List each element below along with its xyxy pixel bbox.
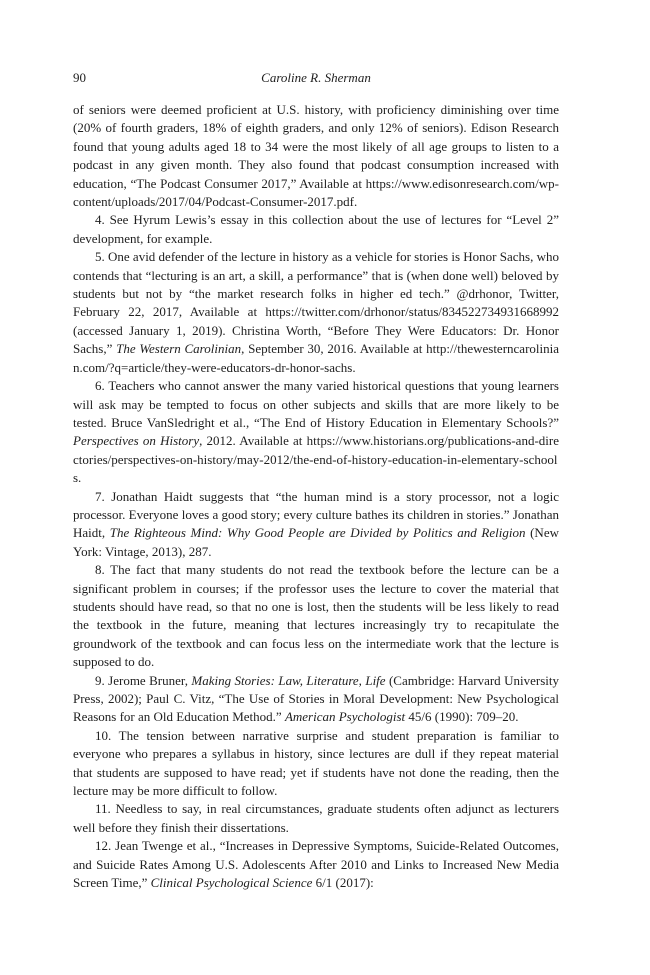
note-text: 7. Jonathan Haidt suggests that “the human mind is a story processor, not a logic processor. Everyone loves a good story; every culture bathes its children in stories.” Jonathan Haidt, [73,488,559,541]
note-text: 6/1 (2017): [312,875,374,891]
note-text: 8. The fact that many students do not read the textbook before the lecture can be a significant problem in courses; if the professor uses the lecture to cover the material that students should have read, so that no one is lost, then the students will be less likely to read the textbook in the future, meaning that lectures increasingly try to recapitulate the groundwork of the textbook and can focus less on the intermediate work that the lecture is supposed to do. [73,562,559,670]
note-3-continued [73,101,559,211]
note-4 [73,211,559,248]
book-title: Making Stories: Law, Literature, Life [191,672,386,688]
note-text: 12. Jean Twenge et al., “Increases in Depressive Symptoms, Suicide-Related Outcomes, and Suicide Rates Among U.S. Adolescents After 2010 and Links to Increased New Media Screen Time,” [73,838,559,891]
note-text: 6. Teachers who cannot answer the many varied historical questions that young learners will ask may be tempted to focus on other subjects and skills that are more likely to be tested. Bruce VanSledright et al., “The End of History Education in Elementary Schools?” [73,378,559,430]
note-text: 45/6 (1990): 709–20. [405,709,519,725]
note-10 [73,727,559,801]
note-7 [73,488,559,562]
book-title: The Righteous Mind: Why Good People are Divided by Politics and Religion [109,525,526,541]
note-text: of seniors were deemed proficient at U.S. history, with proficiency diminishing over time (20% of fourth graders, 18% of eighth graders, and only 12% of seniors). Edison Research found that young adults aged 18 to 34 were the most likely of all age groups to listen to a podcast in any given month. They also found that podcast consumption increased with education, “The Podcast Consumer 2017,” Available at [73,102,559,191]
note-6 [73,377,559,487]
note-url: https://www.historians.org/publications-and-directories/perspectives-on-history/may-2012/the-end-of-history-education-in-elementary-schools. [73,433,559,486]
note-text: (Cambridge: Harvard University Press, 2002); Paul C. Vitz, “The Use of Stories in Moral Development: New Psychological Reasons for an Old Education Method.” [73,672,559,725]
journal-title: Perspectives on History [73,433,200,449]
note-text: , 2012. Available at [199,433,307,449]
note-text: 4. See Hyrum Lewis’s essay in this collection about the use of lectures for “Level 2” development, for example. [73,212,559,246]
note-9 [73,672,559,727]
note-text: (accessed January 1, 2019). Christina Worth, “Before They Were Educators: Dr. Honor Sachs,” [73,322,559,357]
note-text: (New York: Vintage, 2013), 287. [73,525,559,559]
note-12 [73,837,559,892]
page-number: 90 [73,70,86,85]
note-url: https://www.edisonresearch.com/wp-content/uploads/2017/04/Podcast-Consumer-2017.pdf. [73,175,559,210]
endnotes [73,101,559,892]
journal-title: American Psychologist [284,709,406,725]
note-url: https://twitter.com/drhonor/status/834522734931668992 [265,304,559,320]
note-8 [73,561,559,671]
note-5 [73,248,559,377]
note-text: 10. The tension between narrative surprise and student preparation is familiar to everyone who prepares a syllabus in history, since lectures are dull if they repeat material that students are supposed to have read; yet if students have not done the reading, then the lecture may be more difficult to follow. [73,727,559,799]
note-url: http://thewesterncarolinian.com/?q=article/they-were-educators-dr-honor-sachs. [73,341,559,375]
journal-title: The Western Carolinian [116,341,242,357]
note-text: 9. Jerome Bruner, [95,672,192,688]
note-text: 5. One avid defender of the lecture in history as a vehicle for stories is Honor Sachs, who contends that “lecturing is an art, a skill, a performance” that is (when done well) beloved by students but not by “the market research folks in higher ed tech.” @drhonor, Twitter, February 22, 2017, Available at [73,249,559,320]
note-text: , September 30, 2016. Available at [241,341,427,357]
book-page [73,68,559,892]
note-text: 11. Needless to say, in real circumstances, graduate students often adjunct as lecturers well before they finish their dissertations. [73,801,559,835]
running-head: Caroline R. Sherman [261,70,371,85]
note-11 [73,800,559,837]
page-header [73,68,559,88]
journal-title: Clinical Psychological Science [150,875,313,891]
